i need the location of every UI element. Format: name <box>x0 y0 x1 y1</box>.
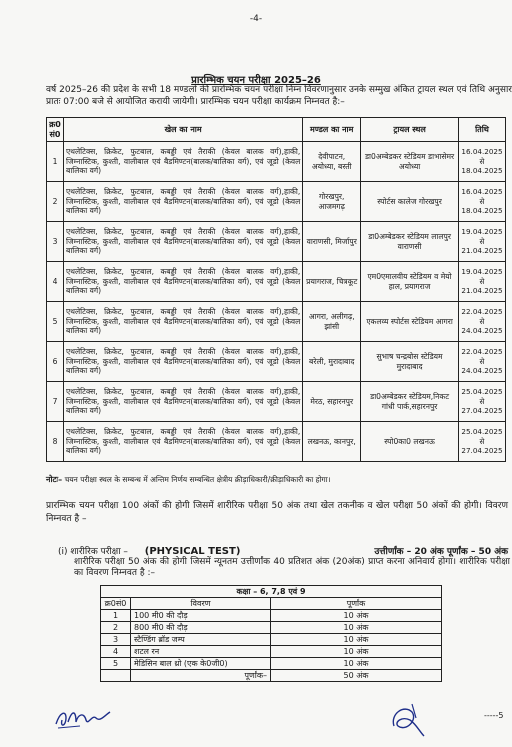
row-zone: मेरठ, सहारनपुर <box>303 382 361 422</box>
row-date <box>458 222 505 262</box>
row-sn: 7 <box>47 382 64 422</box>
date-separator: से <box>479 396 485 406</box>
marks-row <box>101 622 442 634</box>
date-to: 27.04.2025 <box>461 446 503 456</box>
table-row <box>47 382 506 422</box>
row-sn: 2 <box>47 182 64 222</box>
date-to: 21.04.2025 <box>461 286 503 296</box>
table-row <box>47 302 506 342</box>
marks-value: 10 अंक <box>271 634 442 646</box>
date-to: 27.04.2025 <box>461 406 503 416</box>
date-from: 16.04.2025 <box>461 187 503 197</box>
row-sports: एथलेटिक्स, क्रिकेट, फुटबाल, कबड्डी एवं तैराकी (केवल बालक वर्ग),हाकी, जिम्नास्टिक, कुश्ती, वालीबाल एवं बैडमिण्टन(बालक/बालिका वर्ग), एवं जूडो (केवल बालिका वर्ग) <box>63 422 302 462</box>
row-venue: एकलव्य स्पोर्टस स्टेडियम आगरा <box>361 302 459 342</box>
row-zone: प्रयागराज, चित्रकूट <box>303 262 361 302</box>
date-from: 22.04.2025 <box>461 347 503 357</box>
table-header-row <box>47 118 506 142</box>
marks-value: 10 अंक <box>271 646 442 658</box>
date-to: 24.04.2025 <box>461 366 503 376</box>
intro-paragraph: वर्ष 2025–26 की प्रदेश के सभी 18 मण्डलों की प्रारम्भिक चयन परीक्षा निम्न विवरणानुसार उनके सम्मुख अंकित ट्रायल स्थल एवं तिथि अनुसार प्रातः 07:00 बजे से आयोजित करायी जायेगी। प्रारम्भिक चयन परीक्षा कार्यक्रम निम्नवत है:– <box>46 85 512 107</box>
page-number: -4- <box>249 14 263 24</box>
row-sports: एथलेटिक्स, क्रिकेट, फुटबाल, कबड्डी एवं तैराकी (केवल बालक वर्ग),हाकी, जिम्नास्टिक, कुश्ती, वालीबाल एवं बैडमिण्टन(बालक/बालिका वर्ग), एवं जूडो (केवल बालिका वर्ग) <box>63 342 302 382</box>
row-zone: वाराणसी, मिर्जापुर <box>303 222 361 262</box>
row-date <box>458 142 505 182</box>
header-sn: क्र0 सं0 <box>47 118 64 142</box>
date-separator: से <box>479 276 485 286</box>
note-label: नोटः– <box>46 475 63 484</box>
row-venue: स्पो0का0 लखनऊ <box>361 422 459 462</box>
physical-test-label: (i) शारीरिक परीक्षा – <box>58 547 128 557</box>
row-date <box>458 382 505 422</box>
marks-sn: 2 <box>101 622 131 634</box>
physical-test-description: शारीरिक परीक्षा 50 अंक की होगी जिसमें न्यूनतम उत्तीर्णांक 40 प्रतिशत अंक (20अंक) प्राप्त करना अनिवार्य होगा। शारीरिक परीक्षा का विवरण निम्नवत है :– <box>74 557 510 578</box>
row-sports: एथलेटिक्स, क्रिकेट, फुटबाल, कबड्डी एवं तैराकी (केवल बालक वर्ग),हाकी, जिम्नास्टिक, कुश्ती, वालीबाल एवं बैडमिण्टन(बालक/बालिका वर्ग), एवं जूडो (केवल बालिका वर्ग) <box>63 262 302 302</box>
marks-desc: स्टैण्डिंग ब्रॉड जम्प <box>131 634 271 646</box>
row-sn: 6 <box>47 342 64 382</box>
marks-row <box>101 610 442 622</box>
table-row <box>47 142 506 182</box>
marks-desc: शटल रन <box>131 646 271 658</box>
marks-header-desc: विवरण <box>131 598 271 610</box>
row-zone: गोरखपुर, आजमगढ़ <box>303 182 361 222</box>
marks-total-value: 50 अंक <box>271 670 442 682</box>
row-venue: एम0एमालवीय स्टेडियम व मेयो हाल, प्रयागराज <box>361 262 459 302</box>
table-row <box>47 182 506 222</box>
date-from: 22.04.2025 <box>461 307 503 317</box>
marks-desc: 800 मी0 की दौड़ <box>131 622 271 634</box>
date-from: 25.04.2025 <box>461 387 503 397</box>
date-separator: से <box>479 236 485 246</box>
row-date <box>458 262 505 302</box>
table-row <box>47 262 506 302</box>
physical-test-heading <box>58 544 508 557</box>
row-sports: एथलेटिक्स, क्रिकेट, फुटबाल, कबड्डी एवं तैराकी (केवल बालक वर्ग),हाकी, जिम्नास्टिक, कुश्ती, वालीबाल एवं बैडमिण्टन(बालक/बालिका वर्ग), एवं जूडो (केवल बालिका वर्ग) <box>63 382 302 422</box>
row-venue: डा0अम्बेडकर स्टेडियम डाभासेमर अयोध्या <box>361 142 459 182</box>
class-label: कक्षा – 6, 7,8 एवं 9 <box>101 586 442 598</box>
row-sn: 1 <box>47 142 64 182</box>
marks-row <box>101 634 442 646</box>
row-venue: सुभाष चन्द्रबोस स्टेडियम मुरादाबाद <box>361 342 459 382</box>
marks-row <box>101 658 442 670</box>
date-separator: से <box>479 196 485 206</box>
date-from: 16.04.2025 <box>461 147 503 157</box>
marks-sn: 4 <box>101 646 131 658</box>
row-sports: एथलेटिक्स, क्रिकेट, फुटबाल, कबड्डी एवं तैराकी (केवल बालक वर्ग),हाकी, जिम्नास्टिक, कुश्ती, वालीबाल एवं बैडमिण्टन(बालक/बालिका वर्ग), एवं जूडो (केवल बालिका वर्ग) <box>63 302 302 342</box>
header-zone: मण्डल का नाम <box>303 118 361 142</box>
date-from: 25.04.2025 <box>461 427 503 437</box>
row-zone: देवीपाटन, अयोध्या, बस्ती <box>303 142 361 182</box>
signature-left <box>52 704 114 732</box>
row-sports: एथलेटिक्स, क्रिकेट, फुटबाल, कबड्डी एवं तैराकी (केवल बालक वर्ग),हाकी, जिम्नास्टिक, कुश्ती, वालीबाल एवं बैडमिण्टन(बालक/बालिका वर्ग), एवं जूडो (केवल बालिका वर्ग) <box>63 142 302 182</box>
date-to: 21.04.2025 <box>461 246 503 256</box>
marks-sn: 1 <box>101 610 131 622</box>
header-date: तिथि <box>458 118 505 142</box>
header-sport: खेल का नाम <box>63 118 302 142</box>
row-date <box>458 342 505 382</box>
marks-header-row <box>101 598 442 610</box>
physical-test-english: (PHYSICAL TEST) <box>144 546 241 557</box>
marks-header-marks: पूर्णांक <box>271 598 442 610</box>
row-date <box>458 302 505 342</box>
note-text: चयन परीक्षा स्थल के सम्बन्ध में अन्तिम निर्णय सम्बन्धित क्षेत्रीय क्रीड़ाधिकारी/क्रीड़ाधिकारी का होगा। <box>64 475 331 484</box>
header-venue: ट्रायल स्थल <box>361 118 459 142</box>
date-from: 19.04.2025 <box>461 267 503 277</box>
date-separator: से <box>479 156 485 166</box>
date-to: 18.04.2025 <box>461 166 503 176</box>
row-venue: डा0अम्बेडकर स्टेडियम लालपुर वाराणसी <box>361 222 459 262</box>
page-title: प्रारम्भिक चयन परीक्षा 2025–26 <box>191 75 321 86</box>
marks-value: 10 अंक <box>271 622 442 634</box>
row-sports: एथलेटिक्स, क्रिकेट, फुटबाल, कबड्डी एवं तैराकी (केवल बालक वर्ग),हाकी, जिम्नास्टिक, कुश्ती, वालीबाल एवं बैडमिण्टन(बालक/बालिका वर्ग), एवं जूडो (केवल बालिका वर्ग) <box>63 222 302 262</box>
date-separator: से <box>479 436 485 446</box>
exam-description: प्रारम्भिक चयन परीक्षा 100 अंकों की होगी जिसमें शारीरिक परीक्षा 50 अंक तथा खेल तकनीक व खेल परीक्षा 50 अंकों की होगी। विवरण निम्नवत है – <box>46 501 508 524</box>
row-sn: 5 <box>47 302 64 342</box>
row-sports: एथलेटिक्स, क्रिकेट, फुटबाल, कबड्डी एवं तैराकी (केवल बालक वर्ग),हाकी, जिम्नास्टिक, कुश्ती, वालीबाल एवं बैडमिण्टन(बालक/बालिका वर्ग), एवं जूडो (केवल बालिका वर्ग) <box>63 182 302 222</box>
physical-marks-table <box>100 585 442 682</box>
date-separator: से <box>479 316 485 326</box>
row-sn: 8 <box>47 422 64 462</box>
marks-value: 10 अंक <box>271 610 442 622</box>
note <box>46 474 506 485</box>
row-zone: लखनऊ, कानपुर, <box>303 422 361 462</box>
date-to: 18.04.2025 <box>461 206 503 216</box>
row-sn: 4 <box>47 262 64 302</box>
marks-value: 10 अंक <box>271 658 442 670</box>
row-venue: डा0अम्बेडकर स्टेडियम,निकट गांधी पार्क,सहारनपुर <box>361 382 459 422</box>
row-zone: बरेली, मुरादाबाद <box>303 342 361 382</box>
next-page-marker: -----5 <box>484 711 504 720</box>
marks-sn: 3 <box>101 634 131 646</box>
table-row <box>47 342 506 382</box>
marks-sn: 5 <box>101 658 131 670</box>
signature-right <box>386 698 428 740</box>
marks-row <box>101 646 442 658</box>
row-sn: 3 <box>47 222 64 262</box>
marks-desc: मेडिसिन बाल थ्रो (एक के0जी0) <box>131 658 271 670</box>
row-date <box>458 422 505 462</box>
row-date <box>458 182 505 222</box>
date-from: 19.04.2025 <box>461 227 503 237</box>
row-zone: आगरा, अलीगढ़, झांसी <box>303 302 361 342</box>
physical-test-marks: उत्तीर्णांक – 20 अंक पूर्णांक – 50 अंक <box>374 547 508 557</box>
marks-total-label: पूर्णांक– <box>131 670 271 682</box>
table-row <box>47 222 506 262</box>
date-separator: से <box>479 356 485 366</box>
marks-desc: 100 मी0 की दौड़ <box>131 610 271 622</box>
trial-schedule-table <box>46 117 506 462</box>
table-row <box>47 422 506 462</box>
marks-header-sn: क्र0सं0 <box>101 598 131 610</box>
date-to: 24.04.2025 <box>461 326 503 336</box>
row-venue: स्पोर्टस कालेज गोरखपुर <box>361 182 459 222</box>
marks-total-row <box>101 670 442 682</box>
